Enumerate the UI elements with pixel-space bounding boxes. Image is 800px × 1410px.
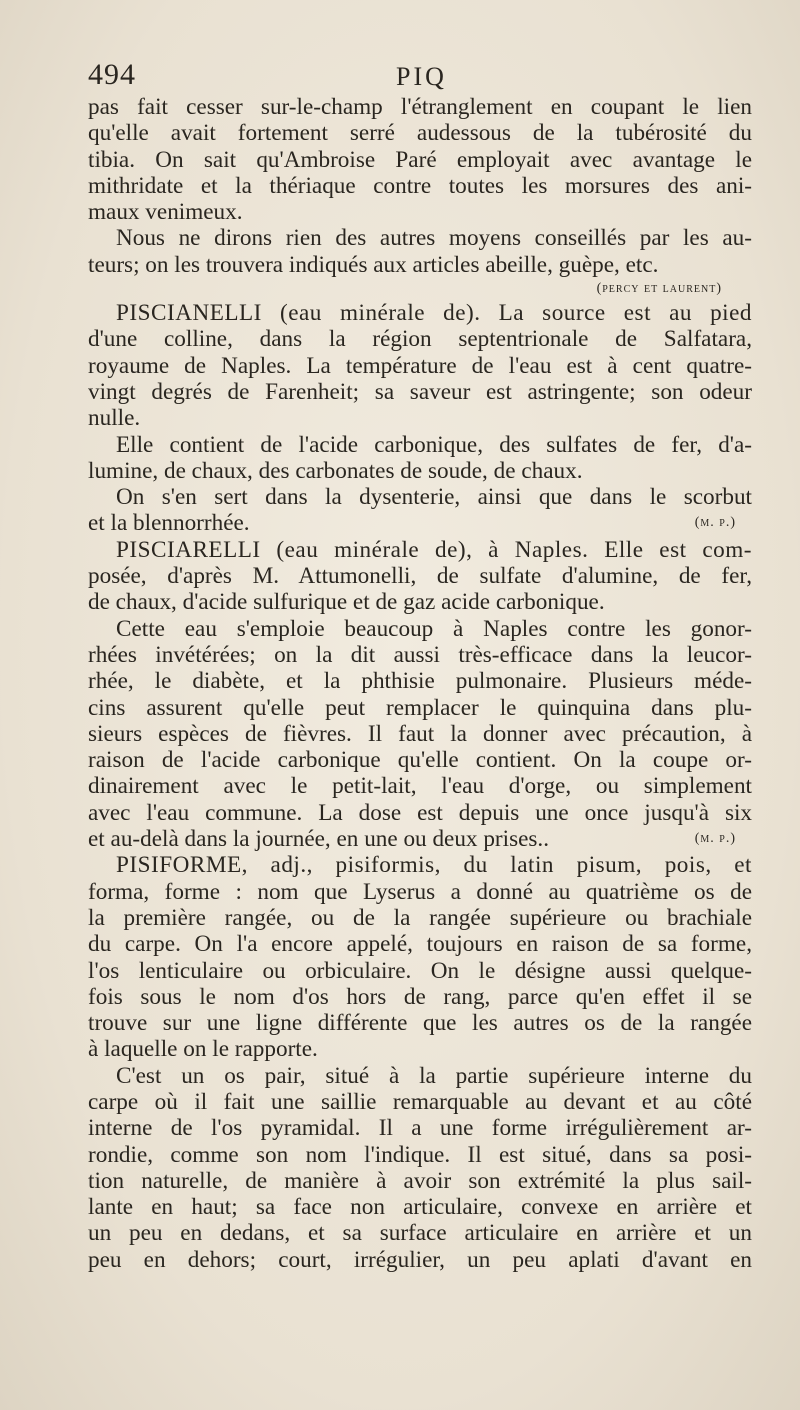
text-line: de chaux, d'acide sulfurique et de gaz acide carbonique. bbox=[88, 589, 605, 616]
text-line: Cette eau s'emploie beaucoup à Naples contre les gonor- bbox=[116, 615, 752, 642]
author-credit: (m. p.) bbox=[694, 831, 736, 847]
text-line: la première rangée, ou de la rangée supérieure ou brachiale bbox=[88, 904, 752, 931]
text-line: avec l'eau commune. La dose est depuis une once jusqu'à six bbox=[88, 799, 752, 826]
text-line: trouve sur une ligne différente que les autres os de la rangée bbox=[88, 1010, 752, 1037]
text-line: cins assurent qu'elle peut remplacer le quinquina dans plu- bbox=[88, 694, 752, 721]
text-line: Elle contient de l'acide carbonique, des sulfates de fer, d'a- bbox=[116, 431, 752, 458]
text-span: et au-delà dans la journée, en une ou deux prises.. bbox=[88, 826, 550, 853]
text-line: raison de l'acide carbonique qu'elle contient. On la coupe or- bbox=[88, 747, 752, 774]
author-credit: (percy et laurent) bbox=[596, 281, 722, 297]
text-line: rondie, comme son nom l'indique. Il est situé, dans sa posi- bbox=[88, 1141, 752, 1168]
text-line: d'une colline, dans la région septentrionale de Salfatara, bbox=[88, 326, 752, 353]
text-line: Nous ne dirons rien des autres moyens conseillés par les au- bbox=[116, 225, 752, 252]
text-line: posée, d'après M. Attumonelli, de sulfate d'alumine, de fer, bbox=[88, 563, 752, 590]
author-credit: (m. p.) bbox=[694, 515, 736, 531]
text-line: maux venimeux. bbox=[88, 199, 243, 226]
text-line: vingt degrés de Farenheit; sa saveur est astringente; son odeur bbox=[88, 378, 752, 405]
text-line: interne de l'os pyramidal. Il a une forme irrégulièrement ar- bbox=[88, 1115, 752, 1142]
entry-headword-line: PISCIARELLI (eau minérale de), à Naples. Elle est com- bbox=[116, 536, 752, 563]
text-line: carpe où il fait une saillie remarquable au devant et au côté bbox=[88, 1088, 752, 1115]
text-line: On s'en sert dans la dysenterie, ainsi que dans le scorbut bbox=[116, 484, 752, 511]
text-line: nulle. bbox=[88, 405, 141, 432]
text-line: lumine, de chaux, des carbonates de soude, de chaux. bbox=[88, 457, 583, 484]
text-line: mithridate et la thériaque contre toutes les morsures des ani- bbox=[88, 172, 752, 199]
text-line: à laquelle on le rapporte. bbox=[88, 1036, 318, 1063]
text-line bbox=[88, 826, 752, 852]
text-line: forma, forme : nom que Lyserus a donné au quatrième os de bbox=[88, 878, 752, 905]
running-head: PIQ bbox=[396, 62, 447, 91]
text-line: peu en dehors; court, irrégulier, un peu aplati d'avant en bbox=[88, 1246, 752, 1273]
text-line: teurs; on les trouvera indiqués aux articles abeille, guèpe, etc. bbox=[88, 251, 659, 278]
text-line: lante en haut; sa face non articulaire, convexe en arrière et bbox=[88, 1194, 752, 1221]
text-line: tion naturelle, de manière à avoir son extrémité la plus sail- bbox=[88, 1167, 752, 1194]
text-line: sieurs espèces de fièvres. Il faut la donner avec précaution, à bbox=[88, 720, 752, 747]
text-line: tibia. On sait qu'Ambroise Paré employait avec avantage le bbox=[88, 146, 752, 173]
text-line: rhée, le diabète, et la phthisie pulmonaire. Plusieurs méde- bbox=[88, 668, 752, 695]
entry-headword-line: PISCIANELLI (eau minérale de). La source est au pied bbox=[116, 300, 752, 327]
text-line: C'est un os pair, situé à la partie supérieure interne du bbox=[116, 1062, 752, 1089]
text-line: rhées invétérées; on la dit aussi très-efficace dans la leucor- bbox=[88, 641, 752, 668]
text-line: pas fait cesser sur-le-champ l'étranglement en coupant le lien bbox=[88, 94, 752, 120]
text-line: l'os lenticulaire ou orbiculaire. On le désigne aussi quelque- bbox=[88, 957, 752, 984]
text-line bbox=[88, 510, 752, 536]
page-header bbox=[88, 58, 752, 98]
page-number: 494 bbox=[88, 58, 136, 91]
page-body bbox=[88, 94, 752, 1273]
text-line: qu'elle avait fortement serré audessous de la tubérosité du bbox=[88, 120, 752, 147]
text-line: du carpe. On l'a encore appelé, toujours en raison de sa forme, bbox=[88, 931, 752, 958]
text-span: et la blennorrhée. bbox=[88, 510, 250, 537]
text-line: un peu en dedans, et sa surface articulaire en arrière et un bbox=[88, 1220, 752, 1247]
entry-headword-line: PISIFORME, adj., pisiformis, du latin pisum, pois, et bbox=[116, 852, 752, 879]
text-line: royaume de Naples. La température de l'eau est à cent quatre- bbox=[88, 352, 752, 379]
text-line: fois sous le nom d'os hors de rang, parce qu'en effet il se bbox=[88, 983, 752, 1010]
text-line: dinairement avec le petit-lait, l'eau d'orge, ou simplement bbox=[88, 773, 752, 800]
